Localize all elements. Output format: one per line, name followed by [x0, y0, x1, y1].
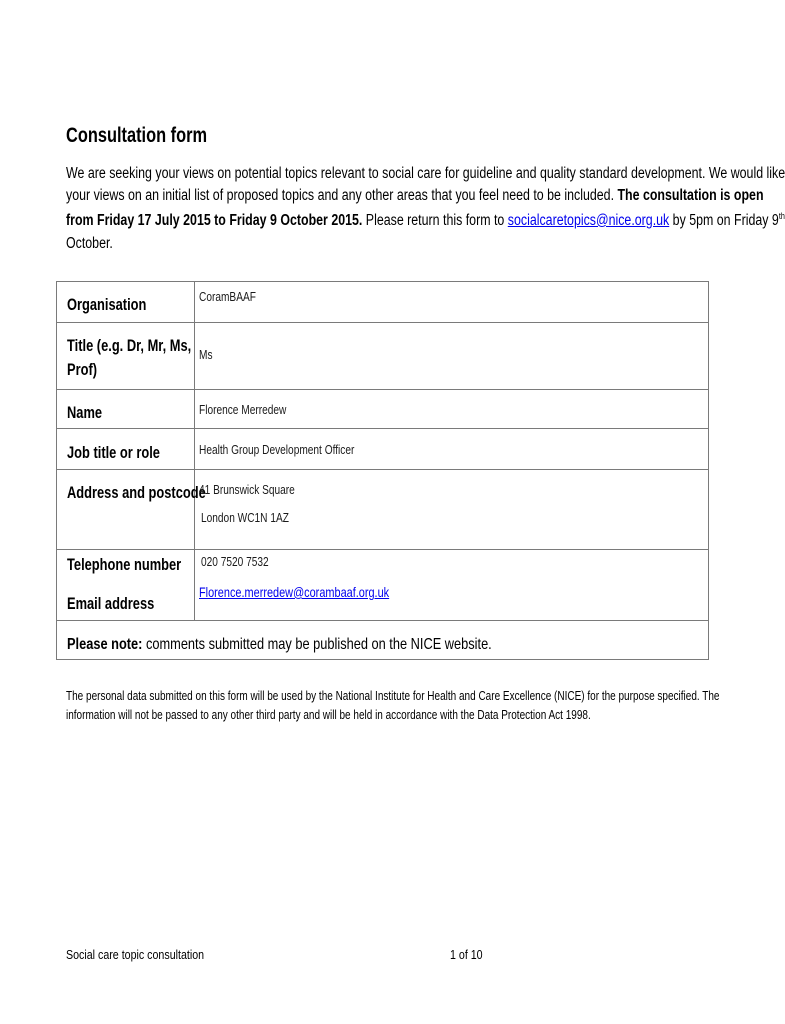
- row-divider: [57, 428, 708, 429]
- telephone-label: Telephone number: [67, 556, 182, 574]
- publication-note: [67, 636, 492, 654]
- address-label: Address and postcode: [67, 484, 206, 502]
- privacy-notice-line-2: information will not be passed to any other third party and will be held in accordance with the Data Protection Act 1998.: [66, 708, 591, 722]
- superscript: th: [778, 211, 785, 221]
- organisation-value[interactable]: CoramBAAF: [199, 289, 256, 304]
- footer-document-title: Social care topic consultation: [66, 947, 205, 962]
- consultation-dates: from Friday 17 July 2015 to Friday 9 October 2015.: [66, 212, 363, 230]
- name-label: Name: [67, 404, 103, 422]
- intro-bold-text: The consultation is open: [617, 187, 764, 204]
- job-title-value[interactable]: Health Group Development Officer: [199, 442, 355, 457]
- details-table: [56, 281, 709, 660]
- name-value[interactable]: Florence Merredew: [199, 402, 287, 417]
- address-line-2[interactable]: London WC1N 1AZ: [201, 510, 289, 525]
- intro-line-3: [66, 211, 785, 230]
- page-number: 1 of 10: [450, 947, 483, 962]
- note-heading: Please note:: [67, 636, 143, 653]
- intro-text: by 5pm on Friday 9: [669, 212, 779, 230]
- row-divider: [57, 389, 708, 390]
- row-divider: [57, 322, 708, 323]
- intro-line-4: October.: [66, 235, 113, 252]
- row-divider: [57, 469, 708, 470]
- privacy-notice-line-1: The personal data submitted on this form will be used by the National Institute for Health and Care Excellence (NICE) for the purpose specified. The: [66, 689, 720, 703]
- email-value-link[interactable]: Florence.merredew@corambaaf.org.uk: [199, 584, 390, 600]
- email-label: Email address: [67, 595, 155, 613]
- title-value[interactable]: Ms: [199, 347, 213, 362]
- intro-line-2: [66, 187, 764, 205]
- title-label: Title (e.g. Dr, Mr, Ms,: [67, 337, 192, 355]
- intro-text: Please return this form to: [362, 212, 508, 230]
- page-title: Consultation form: [66, 124, 208, 147]
- note-text: comments submitted may be published on the NICE website.: [142, 636, 492, 653]
- job-title-label: Job title or role: [67, 444, 160, 462]
- row-divider: [57, 549, 708, 550]
- intro-line-1: We are seeking your views on potential topics relevant to social care for guideline and quality standard development. We would like: [66, 165, 785, 182]
- intro-text: your views on an initial list of proposed topics and any other areas that you feel need to be included.: [66, 187, 618, 204]
- column-divider: [194, 282, 195, 620]
- contact-email-link[interactable]: socialcaretopics@nice.org.uk: [507, 212, 670, 230]
- telephone-value[interactable]: 020 7520 7532: [201, 554, 269, 569]
- row-divider: [57, 620, 708, 621]
- title-label-cont: Prof): [67, 361, 98, 379]
- organisation-label: Organisation: [67, 296, 147, 314]
- address-line-1[interactable]: 41 Brunswick Square: [199, 482, 295, 497]
